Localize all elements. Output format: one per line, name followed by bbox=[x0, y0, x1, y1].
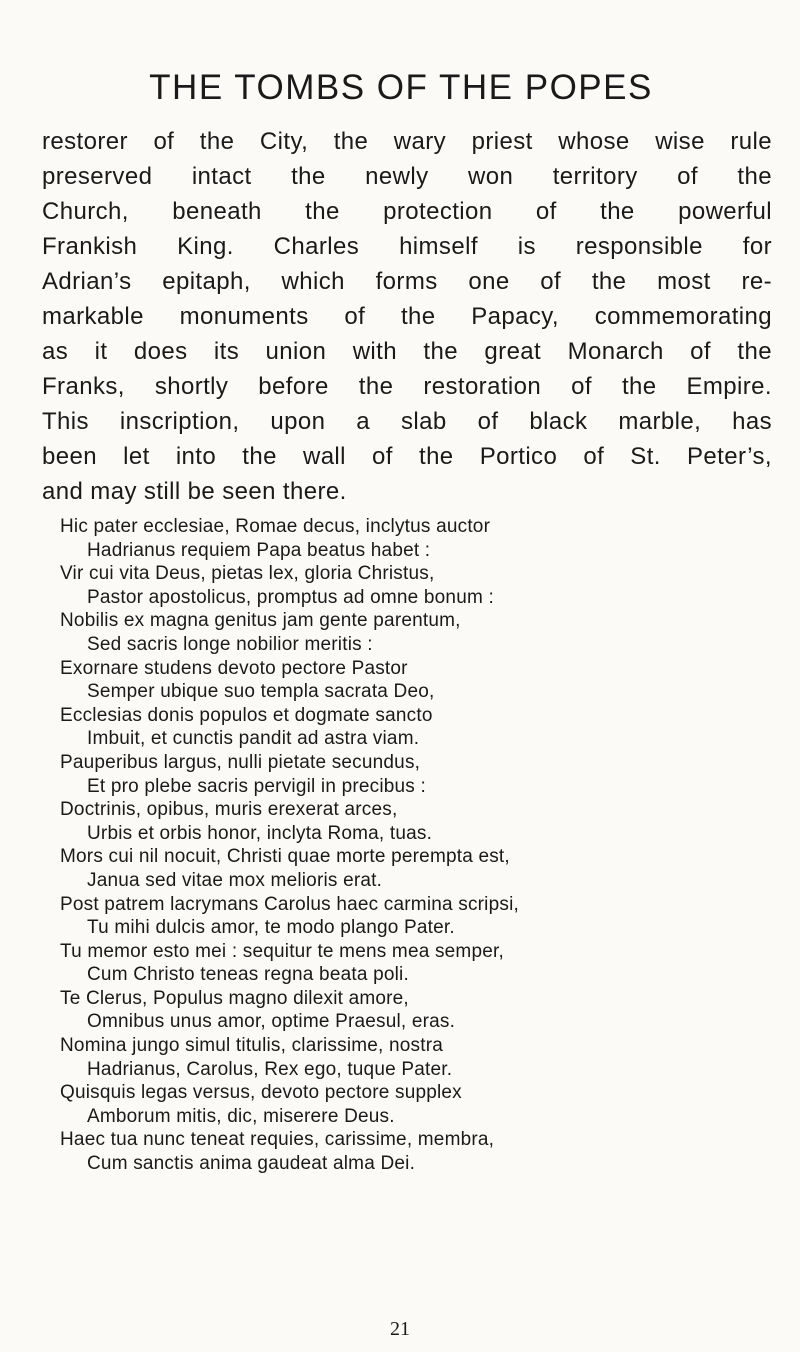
epitaph-verse: Hic pater ecclesiae, Romae decus, inclytus auctor bbox=[60, 516, 491, 537]
epitaph-verse: Urbis et orbis honor, inclyta Roma, tuas. bbox=[87, 822, 433, 844]
body-line: Franks, shortly before the restoration of the Empire. bbox=[42, 373, 772, 400]
epitaph-verse: Omnibus unus amor, optime Praesul, eras. bbox=[87, 1011, 456, 1033]
epitaph-verse: Et pro plebe sacris pervigil in precibus : bbox=[87, 775, 426, 797]
epitaph-verse: Nomina jungo simul titulis, clarissime, nostra bbox=[60, 1035, 443, 1057]
epitaph-verse: Janua sed vitae mox melioris erat. bbox=[87, 869, 383, 891]
epitaph-verse: Nobilis ex magna genitus jam gente parentum, bbox=[60, 610, 461, 632]
epitaph-verse: Mors cui nil nocuit, Christi quae morte perempta est, bbox=[60, 846, 510, 868]
body-line: Frankish King. Charles himself is responsible for bbox=[42, 233, 772, 260]
page-number: 21 bbox=[390, 1318, 410, 1340]
body-line: been let into the wall of the Portico of St. Peter’s, bbox=[42, 443, 772, 470]
epitaph-verse: Haec tua nunc teneat requies, carissime, membra, bbox=[60, 1129, 495, 1151]
epitaph-verse: Vir cui vita Deus, pietas lex, gloria Christus, bbox=[60, 563, 435, 585]
epitaph-verse: Ecclesias donis populos et dogmate sancto bbox=[60, 704, 433, 726]
epitaph-verse: Quisquis legas versus, devoto pectore supplex bbox=[60, 1082, 462, 1104]
epitaph-verse: Doctrinis, opibus, muris erexerat arces, bbox=[60, 799, 398, 821]
body-line: markable monuments of the Papacy, commemorating bbox=[42, 303, 772, 330]
epitaph-verse: Cum sanctis anima gaudeat alma Dei. bbox=[87, 1153, 416, 1175]
body-line: This inscription, upon a slab of black marble, has bbox=[42, 408, 772, 435]
epitaph-verse: Semper ubique suo templa sacrata Deo, bbox=[87, 681, 435, 703]
epitaph-verse: Post patrem lacrymans Carolus haec carmina scripsi, bbox=[60, 893, 519, 915]
epitaph-verse: Hadrianus requiem Papa beatus habet : bbox=[87, 539, 431, 561]
epitaph-verse: Tu memor esto mei : sequitur te mens mea semper, bbox=[60, 940, 504, 962]
body-paragraph bbox=[42, 124, 772, 509]
body-line: Church, beneath the protection of the powerful bbox=[42, 198, 772, 225]
body-line: Adrian’s epitaph, which forms one of the most re- bbox=[42, 268, 772, 295]
body-line: restorer of the City, the wary priest whose wise rule bbox=[42, 128, 772, 155]
epitaph-verse: Exornare studens devoto pectore Pastor bbox=[60, 657, 408, 679]
epitaph-verse: Te Clerus, Populus magno dilexit amore, bbox=[60, 987, 409, 1009]
body-line: preserved intact the newly won territory of the bbox=[42, 163, 772, 190]
body-line: and may still be seen there. bbox=[42, 478, 347, 505]
epitaph-inscription bbox=[60, 515, 760, 1176]
epitaph-verse: Cum Christo teneas regna beata poli. bbox=[87, 964, 409, 986]
epitaph-verse: Tu mihi dulcis amor, te modo plango Pater. bbox=[87, 917, 455, 939]
epitaph-verse: Pastor apostolicus, promptus ad omne bonum : bbox=[87, 586, 494, 608]
epitaph-verse: Imbuit, et cunctis pandit ad astra viam. bbox=[87, 728, 420, 750]
body-line: as it does its union with the great Monarch of the bbox=[42, 338, 772, 365]
epitaph-verse: Pauperibus largus, nulli pietate secundus, bbox=[60, 751, 421, 773]
running-head: THE TOMBS OF THE POPES bbox=[149, 68, 653, 107]
epitaph-verse: Sed sacris longe nobilior meritis : bbox=[87, 633, 373, 655]
epitaph-verse: Hadrianus, Carolus, Rex ego, tuque Pater. bbox=[87, 1058, 453, 1080]
epitaph-verse: Amborum mitis, dic, miserere Deus. bbox=[87, 1105, 395, 1127]
